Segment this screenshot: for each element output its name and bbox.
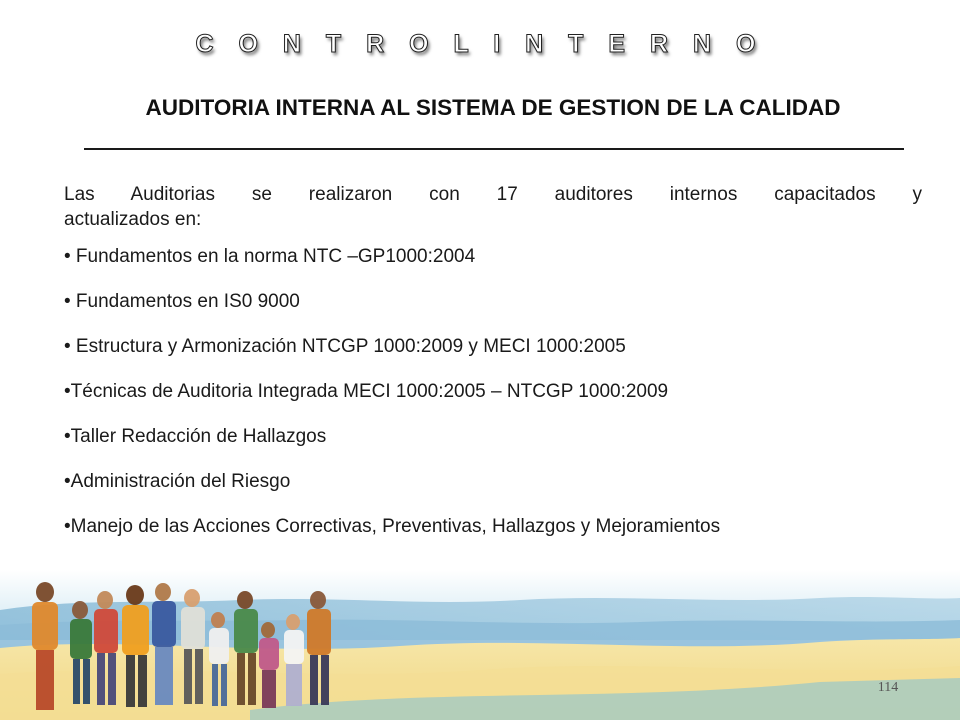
divider-line: [84, 148, 904, 150]
list-item: •Administración del Riesgo: [64, 471, 291, 492]
page-number: 114: [877, 680, 899, 695]
list-item: • Fundamentos en IS0 9000: [64, 291, 300, 312]
crowd-banner-illustration: [0, 570, 960, 720]
intro-line-1: Las Auditorias se realizaron con 17 auditores internos capacitados y: [64, 184, 922, 205]
list-item: •Manejo de las Acciones Correctivas, Preventivas, Hallazgos y Mejoramientos: [64, 516, 721, 537]
intro-line-2: actualizados en:: [64, 209, 202, 230]
header-title: C O N T R O L I N T E R N O: [195, 30, 765, 58]
topic-list: [64, 244, 922, 539]
list-item: • Fundamentos en la norma NTC –GP1000:2004: [64, 246, 476, 267]
body-text: [64, 182, 922, 559]
list-item: • Estructura y Armonización NTCGP 1000:2009 y MECI 1000:2005: [64, 336, 626, 357]
intro-paragraph: [64, 182, 922, 232]
list-item: •Técnicas de Auditoria Integrada MECI 1000:2005 – NTCGP 1000:2009: [64, 381, 669, 402]
list-item: •Taller Redacción de Hallazgos: [64, 426, 327, 447]
slide-subtitle: AUDITORIA INTERNA AL SISTEMA DE GESTION DE LA CALIDAD: [145, 95, 841, 120]
